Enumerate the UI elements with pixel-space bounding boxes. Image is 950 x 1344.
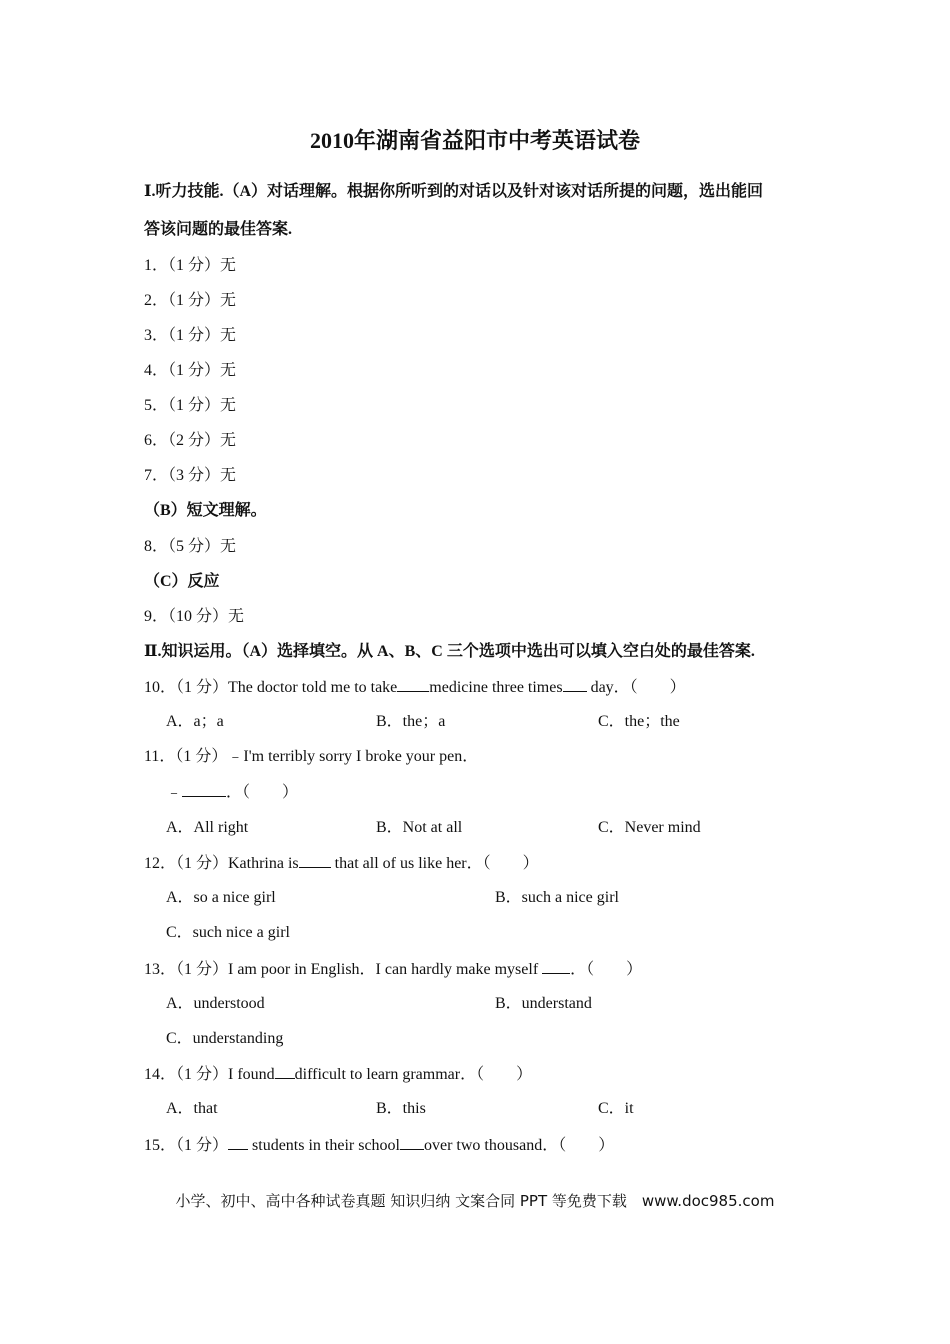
question-9: 9．（10 分）无 — [144, 608, 245, 625]
question-8: 8．（5 分）无 — [144, 538, 237, 555]
option-a: A．so a nice girl — [166, 889, 276, 906]
question-12-text-b: that all of us like her．（ ） — [330, 855, 539, 872]
question-13-text-b: ．（ ） — [570, 961, 643, 978]
question-6: 6．（2 分）无 — [144, 432, 237, 449]
option-a: A．All right — [166, 819, 249, 836]
question-4: 4．（1 分）无 — [144, 362, 237, 379]
question-11-response — [166, 781, 298, 804]
option-b: B．such a nice girl — [495, 889, 619, 906]
question-15-text-b: students in their school — [248, 1137, 400, 1154]
option-c: C．the；the — [598, 713, 680, 730]
option-b: B．the；a — [376, 713, 446, 730]
question-10-text-c: day．（ ） — [586, 679, 686, 696]
question-3: 3．（1 分）无 — [144, 327, 237, 344]
option-a: A．a；a — [166, 713, 224, 730]
question-12 — [144, 852, 539, 875]
part-c-header: （C）反应 — [144, 573, 220, 590]
question-15-text-a: 15．（1 分） — [144, 1137, 229, 1154]
question-11-end: ．（ ） — [226, 784, 299, 801]
answer-blank — [563, 676, 587, 692]
option-b: B．this — [376, 1100, 426, 1117]
question-10-text-a: 10．（1 分）The doctor told me to take — [144, 679, 398, 696]
option-b: B．Not at all — [376, 819, 463, 836]
question-11: 11．（1 分）﹣I'm terribly sorry I broke your pen． — [144, 748, 479, 765]
option-a: A．that — [166, 1100, 218, 1117]
page-title: 2010年湖南省益阳市中考英语试卷 — [309, 128, 640, 153]
question-14-text-b: difficult to learn grammar．（ ） — [294, 1066, 533, 1083]
option-c: C．Never mind — [598, 819, 701, 836]
option-b: B．understand — [495, 995, 592, 1012]
answer-blank — [542, 958, 570, 974]
option-c: C．it — [598, 1100, 634, 1117]
answer-blank — [397, 676, 429, 692]
answer-blank — [275, 1063, 295, 1079]
page-footer: 小学、初中、高中各种试卷真题 知识归纳 文案合同 PPT 等免费下载 www.doc985.com — [175, 1192, 775, 1210]
question-1: 1．（1 分）无 — [144, 257, 237, 274]
answer-blank — [299, 852, 331, 868]
question-5: 5．（1 分）无 — [144, 397, 237, 414]
question-15 — [144, 1134, 614, 1157]
question-7: 7．（3 分）无 — [144, 467, 237, 484]
option-a: A．understood — [166, 995, 265, 1012]
option-c: C．such nice a girl — [166, 924, 290, 941]
question-14 — [144, 1063, 532, 1086]
answer-blank — [400, 1134, 424, 1150]
question-15-text-c: over two thousand．（ ） — [424, 1137, 615, 1154]
answer-blank — [228, 1134, 248, 1150]
question-12-text-a: 12．（1 分）Kathrina is — [144, 855, 299, 872]
section2-header: Ⅱ.知识运用。（A）选择填空。从 A、B、C 三个选项中选出可以填入空白处的最佳答案. — [144, 643, 755, 660]
question-13-text-a: 13．（1 分）I am poor in English．I can hardly make myself — [144, 961, 543, 978]
option-c: C．understanding — [166, 1030, 284, 1047]
question-13 — [144, 958, 642, 981]
section1-header: Ⅰ.听力技能.（A）对话理解。根据你所听到的对话以及针对该对话所提的问题，选出能回 — [144, 183, 764, 200]
section1-header-cont: 答该问题的最佳答案. — [144, 221, 293, 238]
answer-blank — [182, 781, 226, 797]
question-2: 2．（1 分）无 — [144, 292, 237, 309]
question-14-text-a: 14．（1 分）I found — [144, 1066, 275, 1083]
dash: ﹣ — [166, 784, 183, 801]
question-10 — [144, 676, 686, 699]
question-10-text-b: medicine three times — [429, 679, 563, 696]
part-b-header: （B）短文理解。 — [144, 502, 267, 519]
